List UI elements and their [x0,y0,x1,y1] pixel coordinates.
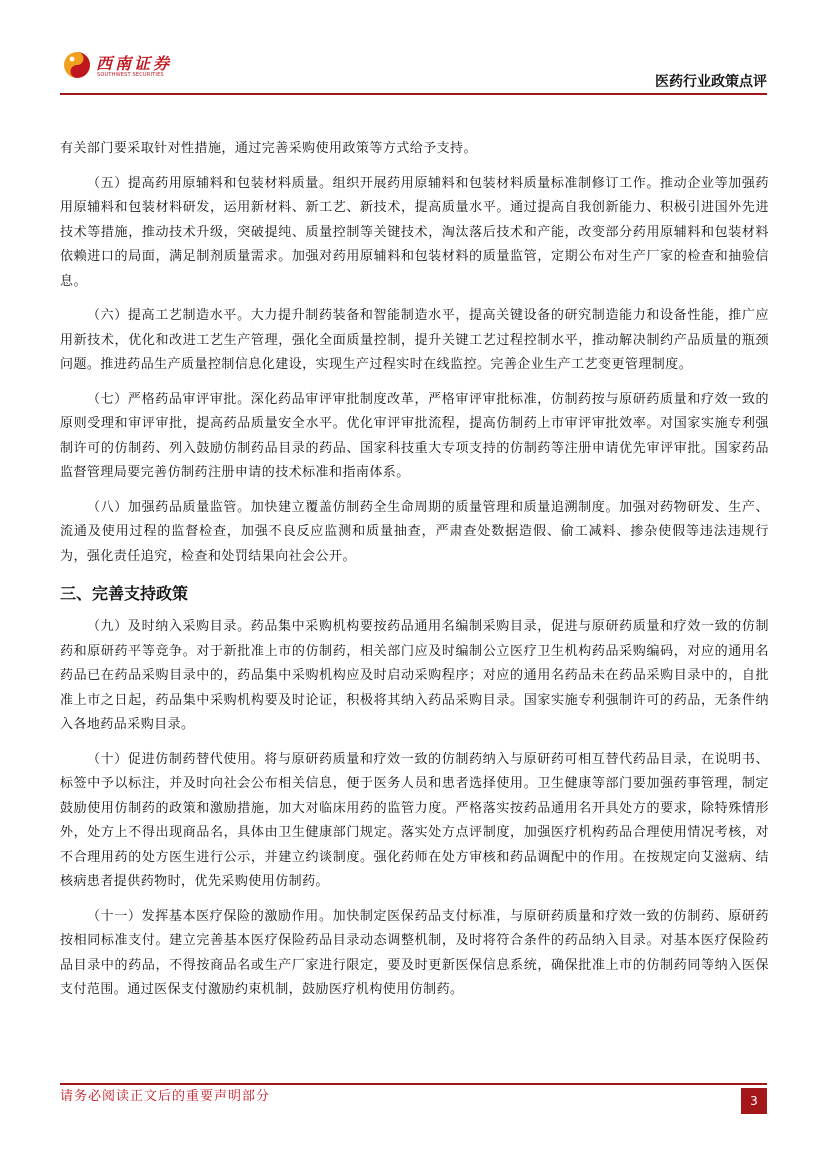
paragraph: （七）严格药品审评审批。深化药品审评审批制度改革，严格审评审批标准，仿制药按与原研药质量和疗效一致的原则受理和审评审批，提高药品质量安全水平。优化审评审批流程，提高仿制药上市审评审批效率。对国家实施专利强制许可的仿制药、列入鼓励仿制药品目录的药品、国家科技重大专项支持的仿制药等注册申请优先审评审批。国家药品监督管理局要完善仿制药注册申请的技术标准和指南体系。 [60,391,769,480]
logo-emblem-icon [62,50,92,80]
paragraph: 有关部门要采取针对性措施，通过完善采购使用政策等方式给予支持。 [60,141,477,156]
paragraph: （十一）发挥基本医疗保险的激励作用。加快制定医保药品支付标准，与原研药质量和疗效一致的仿制药、原研药按相同标准支付。建立完善基本医疗保险药品目录动态调整机制，及时将符合条件的药品纳入目录。对基本医疗保险药品目录中的药品，不得按商品名或生产厂家进行限定，要及时更新医保信息系统，确保批准上市的仿制药同等纳入医保支付范围。通过医保支付激励约束机制，鼓励医疗机构使用仿制药。 [60,908,769,997]
header-divider [60,93,767,95]
paragraph: （八）加强药品质量监管。加快建立覆盖仿制药全生命周期的质量管理和质量追溯制度。加强对药物研发、生产、流通及使用过程的监督检查，加强不良反应监测和质量抽查，严肃查处数据造假、偷工减料、掺杂使假等违法违规行为，强化责任追究，检查和处罚结果向社会公开。 [60,499,769,564]
page-number: 3 [741,1088,767,1114]
disclaimer-note: 请务必阅读正文后的重要声明部分 [60,1089,271,1104]
report-category-title: 医药行业政策点评 [655,74,767,90]
paragraph: （九）及时纳入采购目录。药品集中采购机构要按药品通用名编制采购目录，促进与原研药质量和疗效一致的仿制药和原研药平等竞争。对于新批准上市的仿制药，相关部门应及时编制公立医疗卫生机构药品采购编码，对应的通用名药品已在药品采购目录中的，药品集中采购机构应及时启动采购程序；对应的通用名药品未在药品采购目录中的，自批准上市之日起，药品集中采购机构要及时论证，积极将其纳入药品采购目录。国家实施专利强制许可的药品，无条件纳入各地药品采购目录。 [60,619,769,732]
section-heading: 三、完善支持政策 [60,584,189,603]
paragraph: （五）提高药用原辅料和包装材料质量。组织开展药用原辅料和包装材料质量标准制修订工作。推动企业等加强药用原辅料和包装材料研发，运用新材料、新工艺、新技术，提高质量水平。通过提高自我创新能力、积极引进国外先进技术等措施，推动技术升级，突破提纯、质量控制等关键技术，淘汰落后技术和产能，改变部分药用原辅料和包装材料依赖进口的局面，满足制剂质量需求。加强对药用原辅料和包装材料的质量监管，定期公布对生产厂家的检查和抽验信息。 [60,175,769,289]
logo-english-name: SOUTHWEST SECURITIES [97,72,164,78]
company-logo [62,50,182,86]
paragraph: （六）提高工艺制造水平。大力提升制药装备和智能制造水平，提高关键设备的研究制造能力和设备性能，推广应用新技术，优化和改进工艺生产管理，强化全面质量控制，提升关键工艺过程控制水平，推动解决制约产品质量的瓶颈问题。推进药品生产质量控制信息化建设，实现生产过程实时在线监控。完善企业生产工艺变更管理制度。 [60,308,769,372]
paragraph: （十）促进仿制药替代使用。将与原研药质量和疗效一致的仿制药纳入与原研药可相互替代药品目录，在说明书、标签中予以标注，并及时向社会公布相关信息，便于医务人员和患者选择使用。卫生健康等部门要加强药事管理，制定鼓励使用仿制药的政策和激励措施，加大对临床用药的监管力度。严格落实按药品通用名开具处方的要求，除特殊情形外，处方上不得出现商品名，具体由卫生健康部门规定。落实处方点评制度，加强医疗机构药品合理使用情况考核，对不合理用药的处方医生进行公示，并建立约谈制度。强化药师在处方审核和药品调配中的作用。在按规定向艾滋病、结核病患者提供药物时，优先采购使用仿制药。 [60,751,769,889]
document-body [60,137,769,1013]
logo-chinese-name: 西南证券 [96,54,173,73]
